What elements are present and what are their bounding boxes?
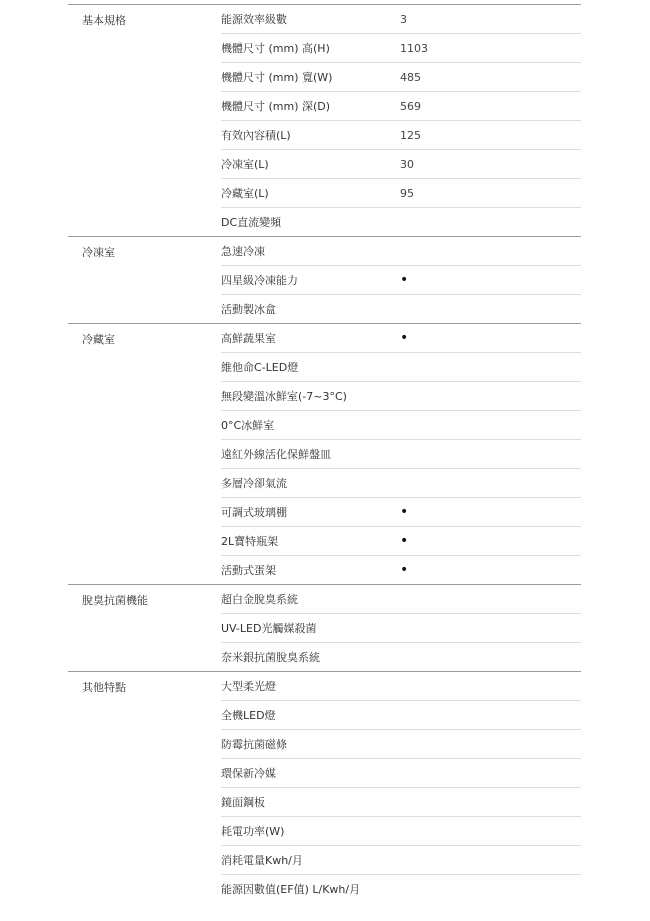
spec-row	[221, 672, 581, 701]
spec-value: 30	[400, 157, 414, 171]
spec-section	[68, 672, 581, 903]
spec-label: 消耗電量Kwh/月	[221, 854, 303, 867]
spec-row	[221, 237, 581, 266]
spec-section	[68, 324, 581, 585]
spec-row	[221, 150, 581, 179]
spec-label: 超白金脫臭系統	[221, 593, 298, 606]
spec-value: 1103	[400, 41, 428, 55]
spec-row	[221, 5, 581, 34]
spec-row	[221, 121, 581, 150]
spec-row	[221, 759, 581, 788]
spec-rows	[221, 672, 581, 903]
section-title: 其他特點	[82, 681, 126, 694]
spec-label: 活動式蛋架	[221, 564, 276, 577]
spec-label: 防霉抗菌磁條	[221, 738, 287, 751]
spec-label: 冷藏室(L)	[221, 187, 269, 200]
spec-label: 有效內容積(L)	[221, 129, 291, 142]
spec-label: 0°C冰鮮室	[221, 419, 275, 432]
spec-table	[68, 4, 581, 903]
spec-label: 維他命C-LED燈	[221, 361, 299, 374]
spec-row	[221, 63, 581, 92]
spec-label: DC直流變頻	[221, 216, 282, 229]
spec-row	[221, 527, 581, 556]
spec-value: 125	[400, 128, 421, 142]
spec-label: 活動製冰盒	[221, 303, 276, 316]
spec-label: 能源效率級數	[221, 13, 287, 26]
spec-row	[221, 440, 581, 469]
spec-label: 耗電功率(W)	[221, 825, 285, 838]
spec-label: 機體尺寸 (mm) 寬(W)	[221, 71, 333, 84]
spec-row	[221, 92, 581, 121]
spec-label: 大型柔光燈	[221, 680, 276, 693]
spec-row	[221, 614, 581, 643]
spec-row	[221, 817, 581, 846]
spec-row	[221, 353, 581, 382]
spec-row	[221, 556, 581, 584]
feature-dot-icon: •	[400, 330, 409, 346]
feature-dot-icon: •	[400, 562, 409, 578]
spec-label: 冷凍室(L)	[221, 158, 269, 171]
spec-label: 奈米銀抗菌脫臭系統	[221, 651, 320, 664]
spec-label: 高鮮蔬果室	[221, 332, 276, 345]
spec-row	[221, 585, 581, 614]
spec-label: 機體尺寸 (mm) 高(H)	[221, 42, 330, 55]
feature-dot-icon: •	[400, 272, 409, 288]
spec-label: 機體尺寸 (mm) 深(D)	[221, 100, 331, 113]
spec-row	[221, 295, 581, 323]
spec-row	[221, 498, 581, 527]
spec-label: 鏡面鋼板	[221, 796, 265, 809]
spec-row	[221, 208, 581, 236]
spec-label: 環保新冷媒	[221, 767, 276, 780]
spec-row	[221, 730, 581, 759]
spec-label: UV-LED光觸媒殺菌	[221, 622, 317, 635]
spec-row	[221, 643, 581, 671]
spec-rows	[221, 5, 581, 236]
spec-value: 95	[400, 186, 414, 200]
spec-row	[221, 846, 581, 875]
section-title: 冷藏室	[82, 333, 115, 346]
spec-row	[221, 411, 581, 440]
spec-row	[221, 324, 581, 353]
spec-value: 3	[400, 12, 407, 26]
spec-row	[221, 266, 581, 295]
spec-row	[221, 701, 581, 730]
spec-label: 能源因數值(EF值) L/Kwh/月	[221, 883, 361, 896]
spec-label: 遠紅外線活化保鮮盤皿	[221, 448, 331, 461]
section-title: 基本規格	[82, 14, 126, 27]
spec-row	[221, 788, 581, 817]
spec-label: 無段變溫冰鮮室(-7~3°C)	[221, 390, 347, 403]
spec-label: 急速冷凍	[221, 245, 265, 258]
spec-section	[68, 237, 581, 324]
spec-label: 多層冷卻氣流	[221, 477, 287, 490]
spec-rows	[221, 324, 581, 584]
spec-value: 569	[400, 99, 421, 113]
spec-label: 可調式玻璃棚	[221, 506, 287, 519]
spec-value: 485	[400, 70, 421, 84]
spec-section	[68, 585, 581, 672]
spec-row	[221, 34, 581, 63]
spec-row	[221, 875, 581, 903]
spec-label: 全機LED燈	[221, 709, 276, 722]
spec-section	[68, 5, 581, 237]
spec-rows	[221, 585, 581, 671]
feature-dot-icon: •	[400, 504, 409, 520]
feature-dot-icon: •	[400, 533, 409, 549]
spec-row	[221, 469, 581, 498]
section-title: 冷凍室	[82, 246, 115, 259]
section-title: 脫臭抗菌機能	[82, 594, 148, 607]
spec-rows	[221, 237, 581, 323]
spec-label: 2L寶特瓶架	[221, 535, 279, 548]
spec-row	[221, 179, 581, 208]
spec-label: 四星級冷凍能力	[221, 274, 298, 287]
spec-row	[221, 382, 581, 411]
